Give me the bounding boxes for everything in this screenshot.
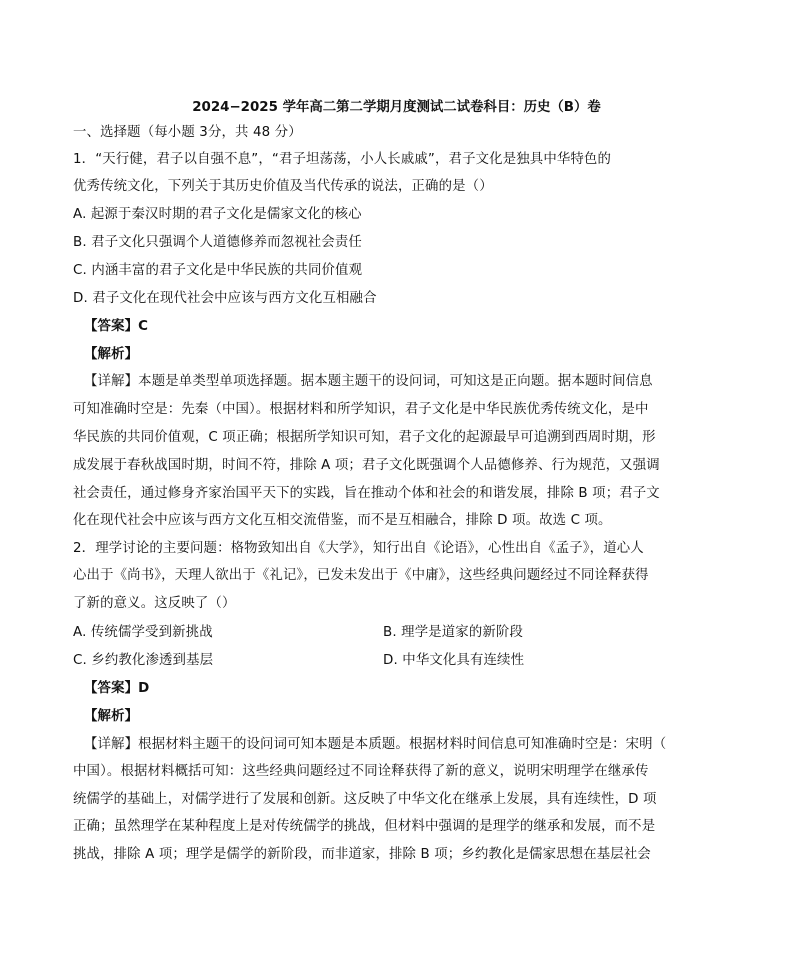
exam-title: 2024−2025 学年高二第二学期月度测试二试卷科目：历史（B）卷: [192, 100, 601, 115]
q2-option-a: A. 传统儒学受到新挑战: [73, 625, 213, 640]
q2-stem-line-2: 心出于《尚书》，天理人欲出于《礼记》，已发未发出于《中庸》，这些经典问题经过不同诠释获得: [73, 568, 649, 583]
q1-analysis-label: 【解析】: [84, 347, 139, 362]
q1-option-d: D. 君子文化在现代社会中应该与西方文化互相融合: [73, 291, 377, 306]
q1-stem-line-1: 1．“天行健，君子以自强不息”，“君子坦荡荡，小人长戚戚”，君子文化是独具中华特色的: [73, 152, 612, 167]
q1-detail-line-1: 【详解】本题是单类型单项选择题。据本题主题干的设问词，可知这是正向题。据本题时间信息: [84, 374, 653, 389]
q2-option-d: D. 中华文化具有连续性: [383, 653, 525, 668]
q2-detail-line-5: 挑战，排除 A 项；理学是儒学的新阶段，而非道家，排除 B 项；乡约教化是儒家思想在基层社会: [73, 847, 651, 862]
q2-stem-line-1: 2．理学讨论的主要问题：格物致知出自《大学》，知行出自《论语》，心性出自《孟子》，道心人: [73, 541, 644, 556]
q1-detail-line-4: 成发展于春秋战国时期，时间不符，排除 A 项；君子文化既强调个人品德修养、行为规范，又强调: [73, 458, 660, 473]
q1-option-c: C. 内涵丰富的君子文化是中华民族的共同价值观: [73, 263, 363, 278]
q1-detail-line-6: 化在现代社会中应该与西方文化互相交流借鉴，而不是互相融合，排除 D 项。故选 C 项。: [73, 513, 612, 528]
q2-detail-line-3: 统儒学的基础上，对儒学进行了发展和创新。这反映了中华文化在继承上发展，具有连续性，D 项: [73, 792, 657, 807]
q1-answer: 【答案】C: [84, 319, 149, 334]
q2-answer: 【答案】D: [84, 681, 150, 696]
q2-option-c: C. 乡约教化渗透到基层: [73, 653, 214, 668]
q1-detail-line-5: 社会责任，通过修身齐家治国平天下的实践，旨在推动个体和社会的和谐发展，排除 B 项；君子文: [73, 486, 660, 501]
q1-detail-line-3: 华民族的共同价值观，C 项正确；根据所学知识可知，君子文化的起源最早可追溯到西周时期，形: [73, 430, 656, 445]
q1-option-a: A. 起源于秦汉时期的君子文化是儒家文化的核心: [73, 207, 362, 222]
q2-analysis-label: 【解析】: [84, 709, 139, 724]
q2-option-b: B. 理学是道家的新阶段: [383, 625, 524, 640]
q2-detail-line-2: 中国）。根据材料概括可知：这些经典问题经过不同诠释获得了新的意义，说明宋明理学在继承传: [73, 764, 649, 779]
q2-detail-line-1: 【详解】根据材料主题干的设问词可知本题是本质题。根据材料时间信息可知准确时空是：宋明（: [84, 737, 667, 752]
q1-detail-line-2: 可知准确时空是：先秦（中国）。根据材料和所学知识，君子文化是中华民族优秀传统文化，是中: [73, 402, 649, 417]
q2-detail-line-4: 正确；虽然理学在某种程度上是对传统儒学的挑战，但材料中强调的是理学的继承和发展，而不是: [73, 819, 656, 834]
section-heading: 一、选择题（每小题 3分，共 48 分）: [73, 125, 302, 140]
q1-stem-line-2: 优秀传统文化，下列关于其历史价值及当代传承的说法，正确的是（）: [73, 179, 493, 194]
q2-stem-line-3: 了新的意义。这反映了（）: [73, 596, 236, 611]
q1-option-b: B. 君子文化只强调个人道德修养而忽视社会责任: [73, 235, 362, 250]
